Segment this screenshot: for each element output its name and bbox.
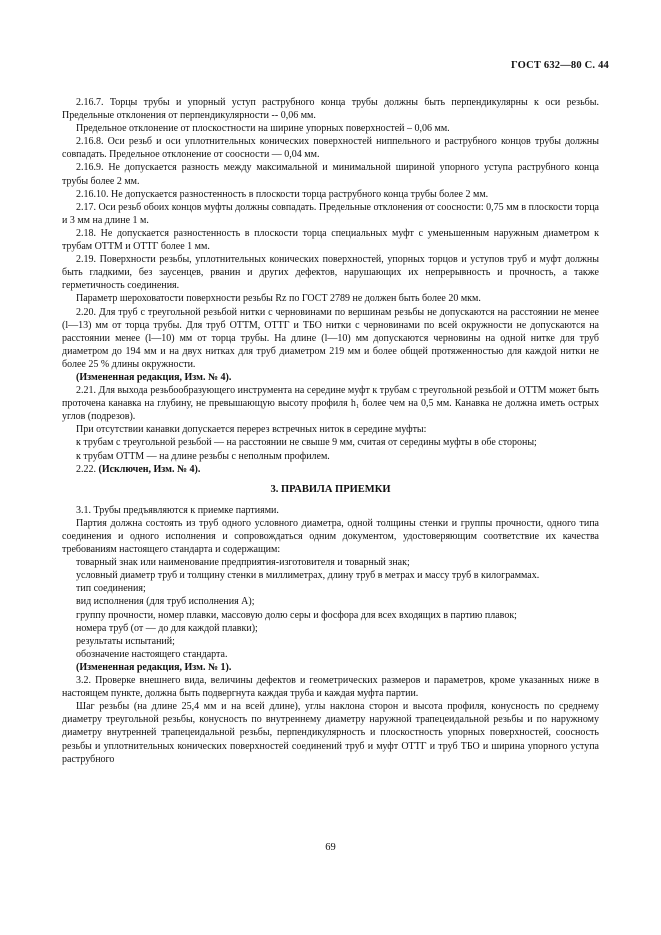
paragraph: к трубам с треугольной резьбой — на расстоянии не свыше 9 мм, считая от середины муфты в обе стороны; <box>76 437 537 449</box>
standard-header: ГОСТ 632—80 С. 44 <box>510 60 609 71</box>
paragraph: 2.16.8. Оси резьб и оси уплотнительных конических поверхностей ниппельного и раструбного концов трубы должны совпадать. Предельное отклонение от соосности — 0,04 мм. <box>62 136 599 161</box>
list-item: группу прочности, номер плавки, массовую долю серы и фосфора для всех входящих в партию плавок; <box>76 609 517 621</box>
clause-number: 2.22. <box>76 463 99 475</box>
paragraph: 2.16.10. Не допускается разностенность в плоскости торца раструбного конца трубы более 2 мм. <box>76 188 489 200</box>
list-item: тип соединения; <box>76 583 146 595</box>
section-heading: 3. ПРАВИЛА ПРИЕМКИ <box>270 483 391 495</box>
list-item: обозначение настоящего стандарта. <box>76 648 228 660</box>
paragraph: 3.2. Проверке внешнего вида, величины дефектов и геометрических размеров и параметров, кроме указанных ниже в настоящем пункте, должна быть подвергнута каждая труба и каждая муфта партии. <box>62 675 599 700</box>
amendment-note: (Измененная редакция, Изм. № 4). <box>76 371 232 383</box>
paragraph: При отсутствии канавки допускается перерез встречных ниток в середине муфты: <box>76 424 427 436</box>
paragraph: 3.1. Трубы предъявляются к приемке партиями. <box>76 504 279 516</box>
paragraph: Предельное отклонение от плоскостности на ширине упорных поверхностей – 0,06 мм. <box>76 123 450 135</box>
paragraph: 2.18. Не допускается разностенность в плоскости торца специальных муфт с уменьшенным наружным диаметром к трубам ОТТМ и ОТТГ более 1 мм. <box>62 227 599 253</box>
paragraph: 2.16.9. Не допускается разность между максимальной и минимальной шириной упорного уступа раструбного конца трубы более 2 мм. <box>62 162 599 187</box>
page-number: 69 <box>325 842 336 853</box>
paragraph <box>62 463 599 476</box>
paragraph: Шаг резьбы (на длине 25,4 мм и на всей длине), углы наклона сторон и высота профиля, конусность по среднему диаметру треугольной резьбы, конусность по внутреннему диаметру наружной трапецеидальной резьбы и по наружному диаметру внутренней трапецеидальной резьбы, перпендикулярность и плоскостность упорных поверхностей, соосность резьбы и уплотнительных конических поверхностей соединений труб и муфт ОТТГ и труб ТБО и ширина упорного уступа раструбного <box>62 701 599 765</box>
paragraph: Партия должна состоять из труб одного условного диаметра, одной толщины стенки и группы прочности, одного типа соединения и одного исполнения и сопровождаться одним документом, удостоверяющим соответствие их качества требованиям настоящего стандарта и содержащим: <box>62 517 599 556</box>
amendment-note: (Исключен, Изм. № 4). <box>98 463 201 475</box>
paragraph: к трубам ОТТМ — на длине резьбы с неполным профилем. <box>76 450 330 462</box>
paragraph: 2.19. Поверхности резьбы, уплотнительных конических поверхностей, упорных торцов и уступов труб и муфт должны быть гладкими, без заусенцев, рванин и других дефектов, нарушающих их непрерывность и прочность, а также герметичность соединения. <box>62 254 599 292</box>
paragraph: 2.21. Для выхода резьбообразующего инструмента на середине муфт к трубам с треугольной резьбой и ОТТМ может быть проточена канавка на глубину, не превышающую высоту профиля h₁ более чем на 0,5 мм. Канавка не должна иметь острых углов (подрезов). <box>62 385 599 423</box>
list-item: номера труб (от — до для каждой плавки); <box>76 622 258 634</box>
list-item: товарный знак или наименование предприятия-изготовителя и товарный знак; <box>76 557 410 569</box>
list-item: вид исполнения (для труб исполнения А); <box>76 596 255 608</box>
document-body <box>62 96 599 766</box>
paragraph: Параметр шероховатости поверхности резьбы Rz по ГОСТ 2789 не должен быть более 20 мкм. <box>76 293 481 305</box>
paragraph: 2.17. Оси резьб обоих концов муфты должны совпадать. Предельные отклонения от соосности: 0,75 мм в плоскости торца и 3 мм на длине 1 м. <box>62 201 599 226</box>
list-item: условный диаметр труб и толщину стенки в миллиметрах, длину труб в метрах и массу труб в килограммах. <box>76 570 540 582</box>
amendment-note: (Измененная редакция, Изм. № 1). <box>76 661 232 673</box>
paragraph: 2.16.7. Торцы трубы и упорный уступ раструбного конца трубы должны быть перпендикулярны к оси резьбы. Предельные отклонения от перпендикулярности -- 0,06 мм. <box>62 97 599 122</box>
paragraph: 2.20. Для труб с треугольной резьбой нитки с черновинами по вершинам резьбы не допускаются на расстоянии не менее (l—13) мм от торца трубы. Для труб ОТТМ, ОТТГ и ТБО нитки с черновинами по всей окружности не допускаются на расстоянии менее (l—10) мм от торца трубы. На длине (l—10) мм допускаются черновины на одной нитке для труб диаметром до 194 мм и на двух нитках для труб диаметром 219 мм и более общей протяженностью для каждой нитки не более 25 % длины окружности. <box>62 306 599 370</box>
list-item: результаты испытаний; <box>76 635 175 647</box>
